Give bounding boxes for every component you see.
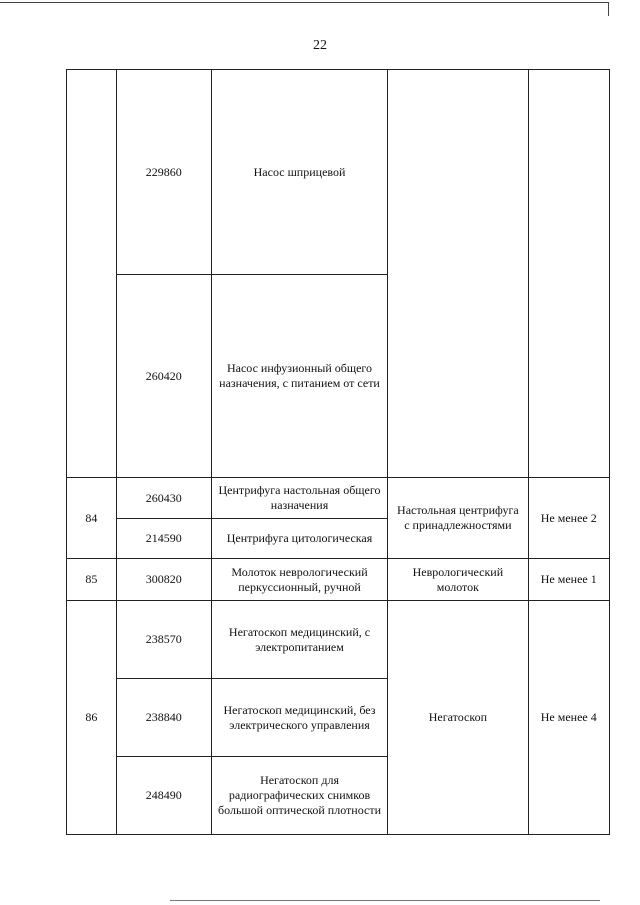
scan-top-rule (0, 2, 608, 3)
code-cell: 229860 (116, 70, 211, 275)
table-row (67, 70, 610, 275)
code-cell: 238840 (116, 679, 211, 757)
name-cell: Молоток неврологический перкуссионный, ручной (211, 559, 387, 601)
code-cell: 260420 (116, 275, 211, 478)
name-cell: Негатоскоп медицинский, без электрического управления (211, 679, 387, 757)
type-cell (388, 70, 528, 478)
type-cell: Неврологический молоток (388, 559, 528, 601)
quantity-cell: Не менее 4 (528, 601, 609, 835)
table-row (67, 478, 610, 519)
name-cell: Насос шприцевой (211, 70, 387, 275)
type-cell: Негатоскоп (388, 601, 528, 835)
code-cell: 248490 (116, 757, 211, 835)
name-cell: Насос инфузионный общего назначения, с питанием от сети (211, 275, 387, 478)
row-number-cell: 86 (67, 601, 117, 835)
row-number-cell: 84 (67, 478, 117, 559)
name-cell: Негатоскоп для радиографических снимков большой оптической плотности (211, 757, 387, 835)
row-number-cell: 85 (67, 559, 117, 601)
type-cell: Настольная центрифуга с принадлежностями (388, 478, 528, 559)
page-number: 22 (313, 38, 327, 53)
scan-right-rule (608, 2, 609, 16)
name-cell: Негатоскоп медицинский, с электропитанием (211, 601, 387, 679)
name-cell: Центрифуга настольная общего назначения (211, 478, 387, 519)
name-cell: Центрифуга цитологическая (211, 519, 387, 559)
quantity-cell (528, 70, 609, 478)
code-cell: 300820 (116, 559, 211, 601)
quantity-cell: Не менее 2 (528, 478, 609, 559)
code-cell: 260430 (116, 478, 211, 519)
scan-bottom-rule (170, 900, 600, 901)
table-row (67, 601, 610, 679)
equipment-table (66, 69, 610, 835)
code-cell: 214590 (116, 519, 211, 559)
quantity-cell: Не менее 1 (528, 559, 609, 601)
code-cell: 238570 (116, 601, 211, 679)
table-row (67, 559, 610, 601)
row-number-cell (67, 70, 117, 478)
